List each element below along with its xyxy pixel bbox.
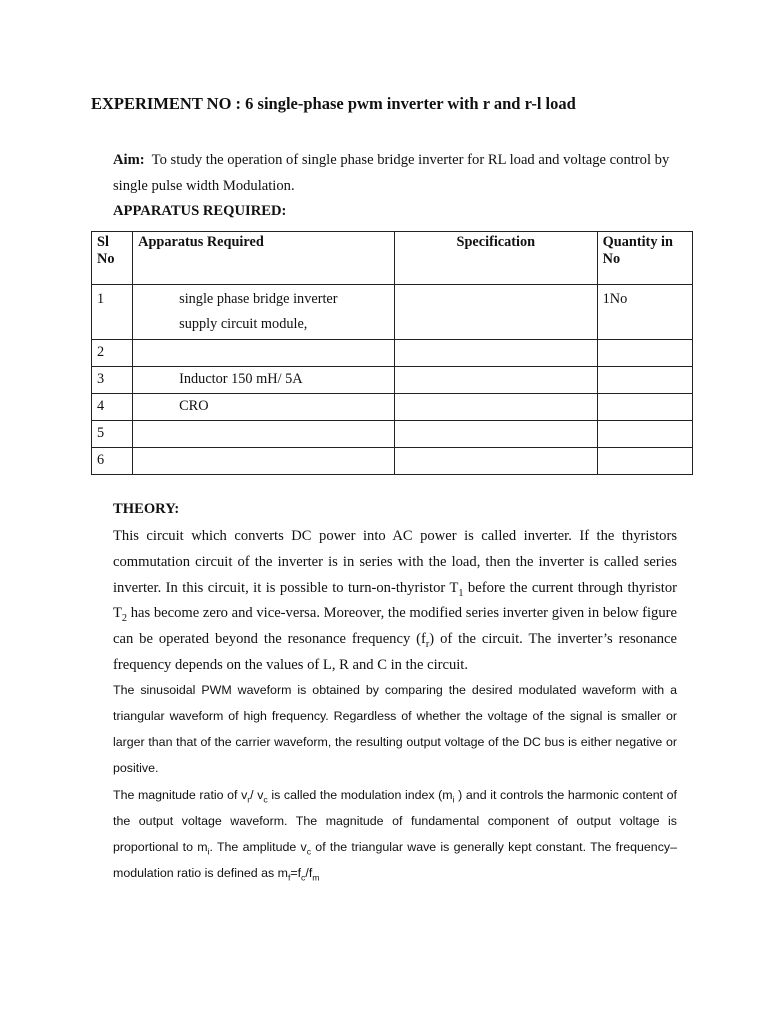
theory-paragraph-1 xyxy=(113,524,677,679)
table-row xyxy=(92,394,693,421)
theory-heading: THEORY: xyxy=(113,501,180,517)
subscript: c xyxy=(306,846,312,857)
aim-text: To study the operation of single phase bridge inverter for RL load and voltage control by single pulse width Modulation. xyxy=(113,152,670,194)
subscript: r xyxy=(247,794,251,805)
cell-apparatus xyxy=(133,421,395,448)
apparatus-line: supply circuit module, xyxy=(179,316,308,332)
cell-specification xyxy=(394,367,597,394)
table-row xyxy=(92,340,693,367)
text-run: before the current through thyristor T xyxy=(113,579,677,622)
cell-quantity xyxy=(597,421,692,448)
cell-quantity xyxy=(597,367,692,394)
cell-sl: 4 xyxy=(92,394,133,421)
text-run: =f xyxy=(290,866,302,880)
table-row xyxy=(92,285,693,340)
cell-apparatus: Inductor 150 mH/ 5A xyxy=(133,367,395,394)
cell-apparatus xyxy=(133,448,395,475)
subscript: m xyxy=(312,872,320,883)
text-run: of the triangular wave is generally kept constant. The frequency–modulation ratio is defined as m xyxy=(113,840,677,880)
subscript: 1 xyxy=(458,587,464,599)
cell-specification xyxy=(394,340,597,367)
subscript: i xyxy=(207,846,210,857)
table-row xyxy=(92,367,693,394)
page-title: EXPERIMENT NO : 6 single-phase pwm inverter with r and r-l load xyxy=(91,94,576,113)
text-run: has become zero and vice-versa. Moreover, the modified series inverter given in below figure can be operated beyond the resonance frequency (f xyxy=(113,605,677,648)
cell-specification xyxy=(394,285,597,340)
table-row xyxy=(92,421,693,448)
header-sl-no: Sl No xyxy=(92,232,133,285)
text-run: / v xyxy=(250,788,264,802)
subscript: 2 xyxy=(121,613,128,625)
cell-apparatus: CRO xyxy=(133,394,395,421)
cell-specification xyxy=(394,394,597,421)
text-run: /f xyxy=(305,866,313,880)
header-apparatus: Apparatus Required xyxy=(133,232,395,285)
cell-sl: 6 xyxy=(92,448,133,475)
cell-sl: 5 xyxy=(92,421,133,448)
text-run: ) and it controls the harmonic content of the output voltage waveform. The magnitude of fundamental component of output voltage is proportional to m xyxy=(113,788,677,854)
cell-apparatus xyxy=(133,340,395,367)
subscript: c xyxy=(263,794,268,805)
apparatus-heading: APPARATUS REQUIRED: xyxy=(113,203,287,219)
cell-sl: 2 xyxy=(92,340,133,367)
subscript: c xyxy=(301,872,306,883)
apparatus-line: single phase bridge inverter xyxy=(179,291,338,307)
table-row xyxy=(92,448,693,475)
text-run: is called the modulation index (m xyxy=(267,788,453,802)
cell-sl: 1 xyxy=(92,285,133,340)
subscript: f xyxy=(287,872,291,883)
table-header-row xyxy=(92,232,693,285)
subscript: i xyxy=(452,794,455,805)
aim-paragraph xyxy=(113,147,673,199)
cell-apparatus xyxy=(133,285,395,340)
cell-quantity xyxy=(597,448,692,475)
text-run: This circuit which converts DC power into AC power is called inverter. If the thyristors commutation circuit of the inverter is in series with the load, then the inverter is called series inverter. In this circuit, it is possible to turn-on-thyristor T xyxy=(113,528,677,596)
cell-sl: 3 xyxy=(92,367,133,394)
subscript: r xyxy=(425,639,430,651)
cell-specification xyxy=(394,421,597,448)
aim-label: Aim: xyxy=(113,152,145,168)
header-quantity: Quantity in No xyxy=(597,232,692,285)
cell-quantity xyxy=(597,394,692,421)
cell-quantity: 1No xyxy=(597,285,692,340)
text-run: ) of the circuit. The inverter’s resonance frequency depends on the values of L, R and C in the circuit. xyxy=(113,631,677,673)
theory-paragraph-2: The sinusoidal PWM waveform is obtained by comparing the desired modulated waveform with a triangular waveform of high frequency. Regardless of whether the voltage of the signal is smaller or larger than that of the carrier waveform, the resulting output voltage of the DC bus is either negative or positive. xyxy=(113,683,677,775)
cell-quantity xyxy=(597,340,692,367)
cell-specification xyxy=(394,448,597,475)
theory-paragraph-3 xyxy=(113,782,677,886)
header-specification: Specification xyxy=(394,232,597,285)
text-run: . The amplitude v xyxy=(209,840,307,854)
apparatus-table xyxy=(91,231,693,475)
text-run: The magnitude ratio of v xyxy=(113,788,248,802)
